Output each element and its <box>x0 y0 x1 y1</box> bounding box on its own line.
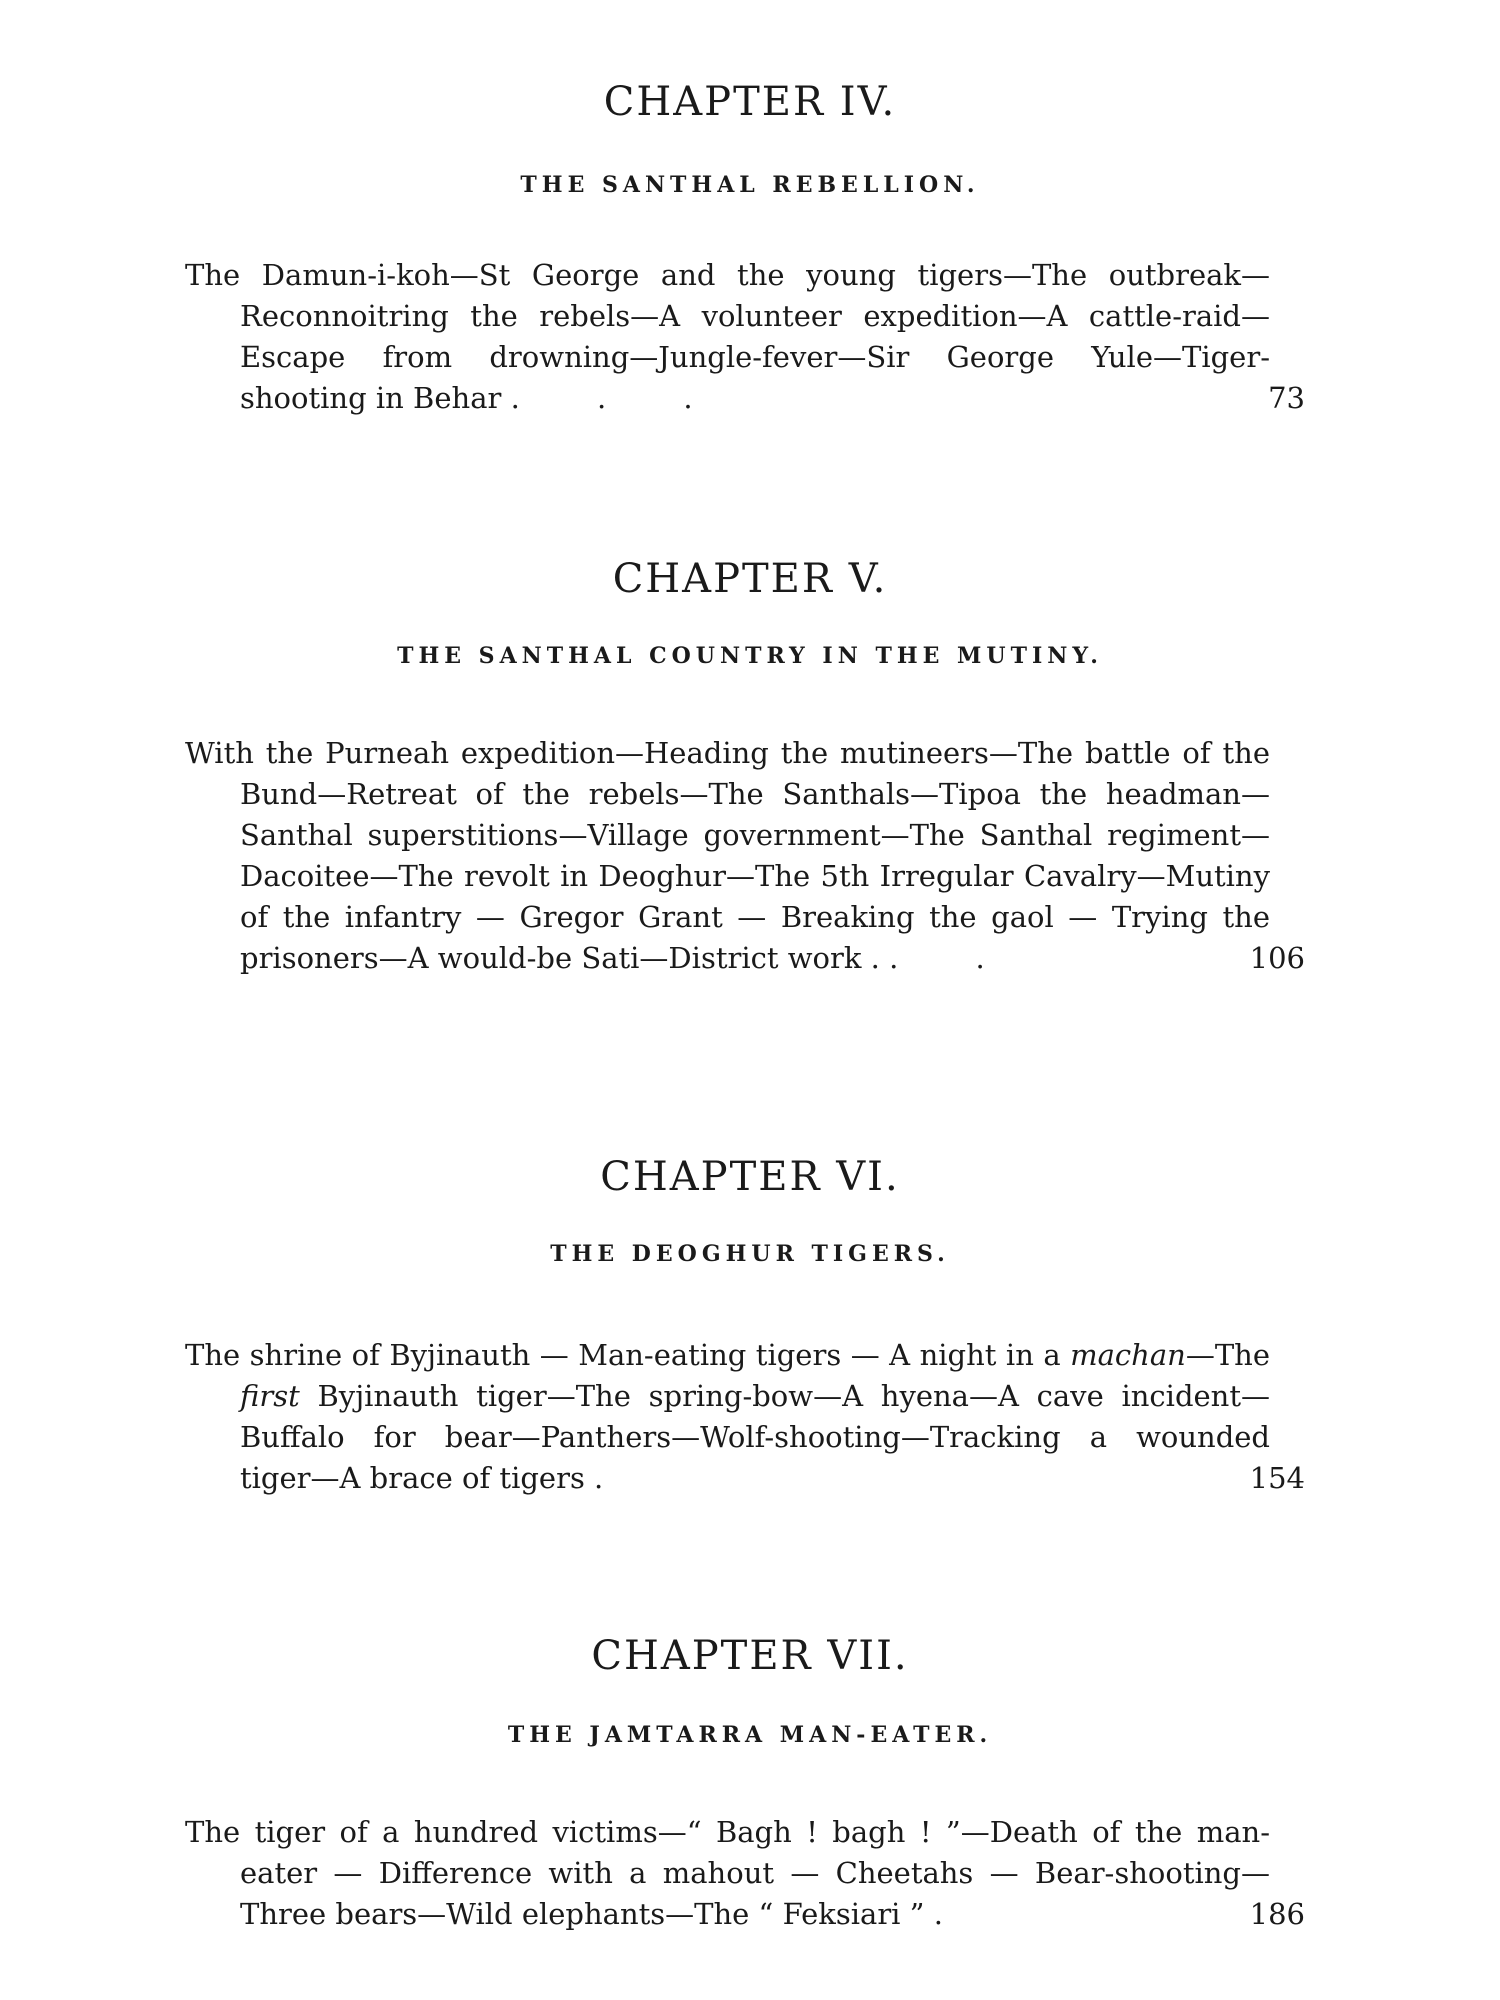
summary-text <box>185 255 1270 419</box>
chapter-title: THE SANTHAL COUNTRY IN THE MUTINY. <box>397 643 1103 669</box>
summary-text <box>185 1335 1270 1499</box>
chapter-4 <box>0 78 1500 200</box>
summary-body-start: The shrine of Byjinauth — Man-eating tigers — A night in a <box>185 1338 1071 1372</box>
page-number: 186 <box>1249 1897 1305 1931</box>
chapter-summary <box>185 1812 1305 1935</box>
summary-body-mid: —The <box>1185 1338 1270 1372</box>
page-number: 106 <box>1249 941 1305 975</box>
chapter-7 <box>0 1632 1500 1750</box>
chapter-6 <box>0 1153 1500 1269</box>
summary-text <box>185 1812 1270 1935</box>
dot-leader: . . . <box>510 381 727 415</box>
summary-italic-machan: machan <box>1070 1338 1186 1372</box>
chapter-summary <box>185 1335 1305 1499</box>
chapter-heading: CHAPTER V. <box>612 556 888 602</box>
summary-italic-first: first <box>240 1379 300 1413</box>
page-number: 73 <box>1268 381 1305 415</box>
dot-leader: . <box>933 1897 977 1931</box>
chapter-heading: CHAPTER VII. <box>591 1633 909 1679</box>
summary-body-end: Byjinauth tiger—The spring-bow—A hyena—A cave incident—Buffalo for bear—Panthers—Wolf-shooting—Tracking a wounded tiger—A brace of tigers <box>240 1379 1270 1495</box>
dot-leader: . . <box>889 941 1019 975</box>
summary-text <box>185 733 1270 979</box>
dot-leader: . <box>594 1461 638 1495</box>
chapter-title: THE SANTHAL REBELLION. <box>520 172 980 198</box>
summary-body: The tiger of a hundred victims—“ Bagh ! bagh ! ”—Death of the man-eater — Difference with a mahout — Cheetahs — Bear-shooting—Three bears—Wild elephants—The “ Feksiari ” <box>185 1815 1270 1931</box>
chapter-summary <box>185 733 1305 979</box>
chapter-title: THE JAMTARRA MAN-EATER. <box>507 1722 993 1748</box>
chapter-summary <box>185 255 1305 419</box>
summary-body: The Damun-i-koh—St George and the young tigers—The outbreak—Reconnoitring the rebels—A volunteer expedition—A cattle-raid—Escape from drowning—Jungle-fever—Sir George Yule—Tiger-shooting in Behar <box>185 258 1270 415</box>
page-number: 154 <box>1249 1461 1305 1495</box>
chapter-heading: CHAPTER IV. <box>603 79 897 125</box>
summary-body: With the Purneah expedition—Heading the mutineers—The battle of the Bund—Retreat of the rebels—The Santhals—Tipoa the headman—Santhal superstitions—Village government—The Santhal regiment—Dacoitee—The revolt in Deoghur—The 5th Irregular Cavalry—Mutiny of the infantry — Gregor Grant — Breaking the gaol — Trying the prisoners—A would-be Sati—District work . <box>185 736 1270 975</box>
chapter-5 <box>0 555 1500 671</box>
chapter-heading: CHAPTER VI. <box>600 1154 900 1200</box>
chapter-title: THE DEOGHUR TIGERS. <box>550 1241 950 1267</box>
